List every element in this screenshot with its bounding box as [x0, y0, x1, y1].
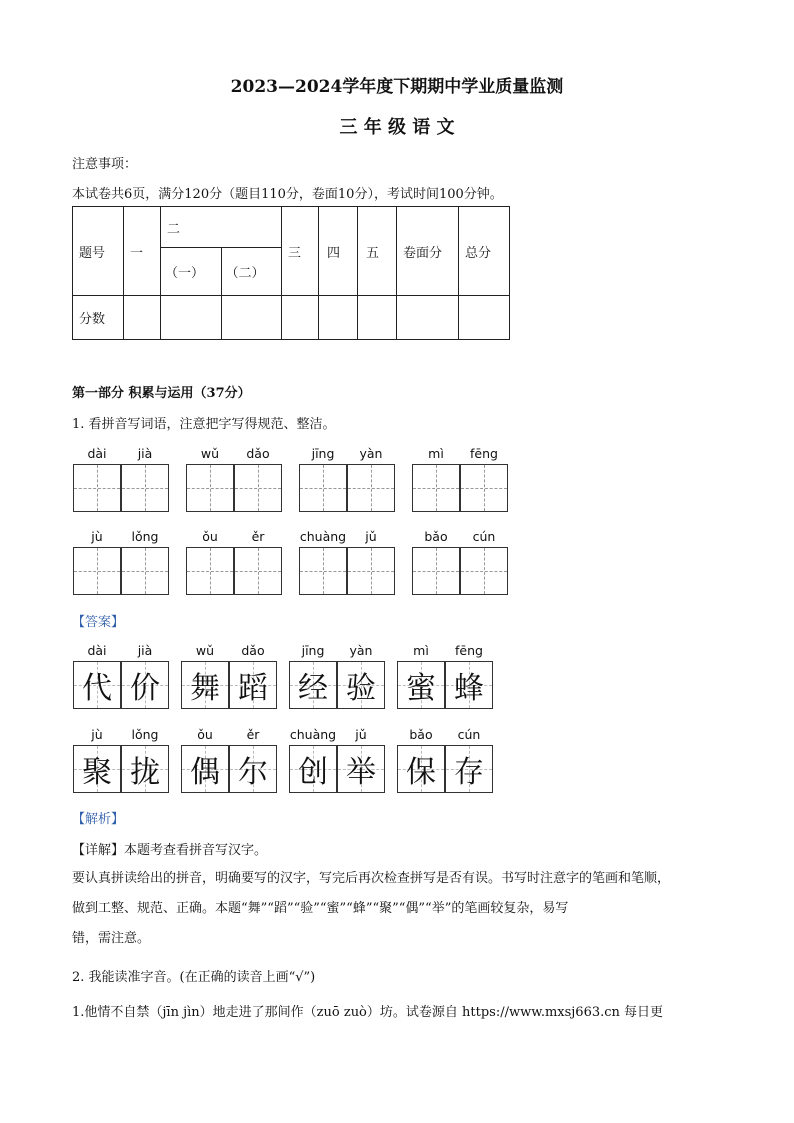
header-part-two-a: （一）: [161, 248, 222, 296]
writing-box[interactable]: [460, 464, 508, 512]
header-part-two: 二: [161, 207, 282, 248]
answer-char: 聚: [82, 755, 112, 790]
answer-box: [289, 661, 337, 709]
answer-char: 尔: [238, 755, 268, 790]
score-cell[interactable]: [161, 296, 222, 340]
answer-char: 蜂: [454, 671, 484, 706]
analysis-line: 错，需注意。: [72, 931, 151, 946]
pinyin: jù: [91, 529, 103, 544]
writing-box[interactable]: [460, 547, 508, 595]
answer-box: [445, 661, 493, 709]
answer-box: [289, 745, 337, 793]
pinyin: yàn: [349, 643, 373, 658]
answer-char: 创: [298, 755, 328, 790]
answer-char: 经: [298, 671, 328, 706]
detail-line: 【详解】本题考查看拼音写汉字。: [72, 843, 268, 858]
pinyin: mì: [413, 643, 429, 658]
answer-box: [181, 745, 229, 793]
notes-label: 注意事项：: [72, 157, 138, 172]
answer-box: [229, 661, 277, 709]
answer-char: 蜜: [406, 671, 436, 706]
header-part-five: 五: [358, 207, 397, 296]
header-part-one: 一: [124, 207, 161, 296]
analysis-paragraph: [72, 864, 722, 954]
pinyin: jǔ: [365, 529, 377, 544]
pinyin: bǎo: [424, 529, 448, 544]
pinyin: mì: [428, 446, 444, 461]
answer-box: [397, 745, 445, 793]
pinyin: bǎo: [409, 727, 433, 742]
answer-box: [445, 745, 493, 793]
writing-box[interactable]: [73, 464, 121, 512]
header-question-no: 题号: [73, 207, 124, 296]
pinyin: ǒu: [202, 529, 218, 544]
answer-char: 舞: [190, 671, 220, 706]
pinyin: jià: [137, 446, 153, 461]
writing-box[interactable]: [73, 547, 121, 595]
answer-label: 【答案】: [72, 615, 125, 630]
score-cell[interactable]: [459, 296, 510, 340]
answer-box: [121, 745, 169, 793]
pinyin: lǒng: [131, 727, 159, 742]
pinyin: cún: [457, 727, 481, 742]
writing-box[interactable]: [412, 464, 460, 512]
pinyin: jià: [137, 643, 153, 658]
question-1: 1. 看拼音写词语，注意把字写得规范、整洁。: [72, 417, 336, 432]
question-2-item-1: 1.他情不自禁（jīn jìn）地走进了那间作（zuō zuò）坊。试卷源自 https://www.mxsj663.cn 每日更: [72, 1005, 664, 1020]
header-part-two-b: （二）: [221, 248, 282, 296]
pinyin: fēng: [470, 446, 498, 461]
writing-box[interactable]: [347, 547, 395, 595]
exam-subtitle: 三 年 级 语 文: [339, 117, 455, 138]
score-cell[interactable]: [319, 296, 358, 340]
pinyin: jīng: [301, 643, 325, 658]
answer-char: 代: [82, 671, 112, 706]
answer-char: 验: [346, 671, 376, 706]
score-cell[interactable]: [282, 296, 319, 340]
answer-char: 价: [130, 671, 160, 706]
answer-box: [229, 745, 277, 793]
question-2: 2. 我能读准字音。(在正确的读音上画“√”): [72, 970, 316, 985]
pinyin: ěr: [246, 727, 260, 742]
notes-line: 本试卷共6页，满分120分（题目110分，卷面10分），考试时间100分钟。: [72, 187, 503, 202]
pinyin: dài: [87, 643, 107, 658]
pinyin: wǔ: [200, 446, 220, 461]
header-total: 总分: [459, 207, 510, 296]
pinyin: dǎo: [246, 446, 270, 461]
pinyin: chuàng: [289, 727, 337, 742]
pinyin: dài: [87, 446, 107, 461]
pinyin: jīng: [311, 446, 335, 461]
exam-title: 2023—2024学年度下期期中学业质量监测: [230, 77, 564, 97]
answer-box: [121, 661, 169, 709]
answer-box: [73, 745, 121, 793]
writing-box[interactable]: [234, 547, 282, 595]
analysis-line: 做到工整、规范、正确。本题“舞”“蹈”“验”“蜜”“蜂”“聚”“偶”“举”的笔画较复杂，易写: [72, 901, 569, 916]
pinyin: jǔ: [355, 727, 367, 742]
header-part-four: 四: [319, 207, 358, 296]
answer-box: [73, 661, 121, 709]
answer-char: 偶: [190, 755, 220, 790]
answer-box: [337, 745, 385, 793]
writing-box[interactable]: [347, 464, 395, 512]
writing-box[interactable]: [186, 464, 234, 512]
score-cell[interactable]: [221, 296, 282, 340]
writing-box[interactable]: [299, 547, 347, 595]
writing-box[interactable]: [186, 547, 234, 595]
header-neatness: 卷面分: [397, 207, 459, 296]
pinyin: cún: [472, 529, 496, 544]
row-score-label: 分数: [73, 296, 124, 340]
answer-char: 举: [346, 755, 376, 790]
score-cell[interactable]: [397, 296, 459, 340]
answer-box: [181, 661, 229, 709]
header-part-three: 三: [282, 207, 319, 296]
pinyin: jù: [91, 727, 103, 742]
section-heading: 第一部分 积累与运用（37分）: [72, 386, 251, 401]
pinyin: yàn: [359, 446, 383, 461]
answer-box: [337, 661, 385, 709]
answer-char: 保: [406, 755, 436, 790]
pinyin: lǒng: [131, 529, 159, 544]
answer-box: [397, 661, 445, 709]
score-table: [72, 206, 510, 340]
pinyin: ěr: [251, 529, 265, 544]
pinyin: fēng: [455, 643, 483, 658]
writing-box[interactable]: [121, 464, 169, 512]
writing-box[interactable]: [234, 464, 282, 512]
writing-box[interactable]: [299, 464, 347, 512]
writing-box[interactable]: [121, 547, 169, 595]
pinyin: wǔ: [195, 643, 215, 658]
pinyin: chuàng: [299, 529, 347, 544]
answer-char: 存: [454, 755, 484, 790]
pinyin: ǒu: [197, 727, 213, 742]
score-cell[interactable]: [124, 296, 161, 340]
pinyin: dǎo: [241, 643, 265, 658]
analysis-label: 【解析】: [72, 812, 125, 827]
answer-char: 拢: [130, 755, 160, 790]
score-cell[interactable]: [358, 296, 397, 340]
analysis-line: 要认真拼读给出的拼音，明确要写的汉字，写完后再次检查拼写是否有误。书写时注意字的笔画和笔顺，: [72, 871, 671, 886]
answer-char: 蹈: [238, 671, 268, 706]
writing-box[interactable]: [412, 547, 460, 595]
